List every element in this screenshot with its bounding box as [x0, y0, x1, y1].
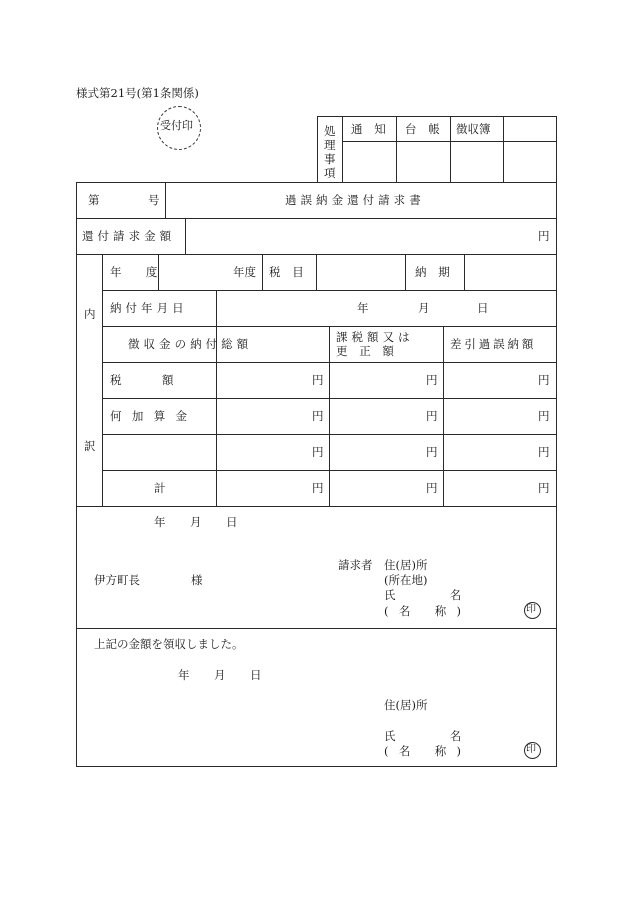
receipt-statement: 上記の金額を領収しました。 [94, 637, 244, 651]
request-date-year: 年 [154, 515, 166, 529]
payment-date-month: 月 [418, 301, 430, 315]
row-blank-unit-1: 円 [312, 445, 324, 459]
row-total-label: 計 [154, 481, 166, 495]
processing-label-4: 項 [324, 166, 336, 180]
tax-item-label: 税 目 [269, 265, 308, 279]
row-surcharge-unit-1: 円 [312, 409, 324, 423]
breakdown-label-top: 内 [84, 307, 96, 321]
row-tax-unit-2: 円 [426, 373, 438, 387]
refund-amount-unit: 円 [538, 229, 550, 243]
requester-label: 請求者 [338, 558, 373, 572]
addressee: 伊方町長 [94, 573, 140, 587]
receipt-date-month: 月 [214, 668, 226, 682]
col-assessed-header-1: 課税額又は [336, 330, 414, 344]
receipt-address-label: 住(居)所 [384, 698, 428, 712]
row-tax-unit-1: 円 [312, 373, 324, 387]
reception-stamp-label: 受付印 [160, 119, 193, 132]
processing-header-collection-book: 徴収簿 [456, 122, 491, 136]
processing-label-1: 処 [324, 124, 336, 138]
requester-name-label: 氏 名 [384, 588, 487, 602]
fiscal-year-label: 年 度 [110, 265, 168, 279]
processing-label-2: 理 [324, 138, 336, 152]
addressee-honorific: 様 [191, 573, 203, 587]
col-total-header: 徴収金の納付総額 [128, 337, 253, 351]
row-surcharge-unit-2: 円 [426, 409, 438, 423]
row-blank-unit-3: 円 [538, 445, 550, 459]
form-number: 様式第21号(第1条関係) [76, 86, 199, 100]
row-tax-unit-3: 円 [538, 373, 550, 387]
processing-header-notice: 通 知 [351, 122, 390, 136]
processing-label-3: 事 [324, 152, 336, 166]
requester-location-label: (所在地) [384, 573, 428, 587]
receipt-seal-label: 印 [526, 744, 536, 755]
requester-seal-label: 印 [526, 604, 536, 615]
refund-amount-label: 還付請求金額 [82, 229, 176, 243]
form-title: 過誤納金還付請求書 [285, 193, 425, 207]
requester-name-alt-label: (名 称) [384, 604, 472, 618]
requester-address-label: 住(居)所 [384, 558, 428, 572]
processing-header-ledger: 台 帳 [405, 122, 444, 136]
row-surcharge-label: 何加算金 [110, 409, 198, 423]
number-suffix: 号 [148, 193, 160, 207]
row-total-unit-2: 円 [426, 481, 438, 495]
request-date-day: 日 [226, 515, 238, 529]
row-blank-unit-2: 円 [426, 445, 438, 459]
col-assessed-header-2: 更 正 額 [336, 344, 398, 358]
fiscal-year-suffix: 年度 [233, 265, 256, 279]
payment-date-label: 納付年月日 [110, 301, 188, 315]
row-total-unit-1: 円 [312, 481, 324, 495]
due-period-label: 納 期 [415, 265, 454, 279]
receipt-name-alt-label: (名 称) [384, 744, 472, 758]
receipt-date-year: 年 [178, 668, 190, 682]
col-diff-header: 差引過誤納額 [450, 337, 537, 351]
row-surcharge-unit-3: 円 [538, 409, 550, 423]
payment-date-year: 年 [357, 301, 369, 315]
payment-date-day: 日 [477, 301, 489, 315]
receipt-name-label: 氏 名 [384, 729, 487, 743]
breakdown-label-bottom: 訳 [84, 439, 96, 453]
row-tax-label: 税 額 [110, 373, 192, 387]
number-prefix: 第 [88, 193, 100, 207]
request-date-month: 月 [190, 515, 202, 529]
receipt-date-day: 日 [250, 668, 262, 682]
row-total-unit-3: 円 [538, 481, 550, 495]
